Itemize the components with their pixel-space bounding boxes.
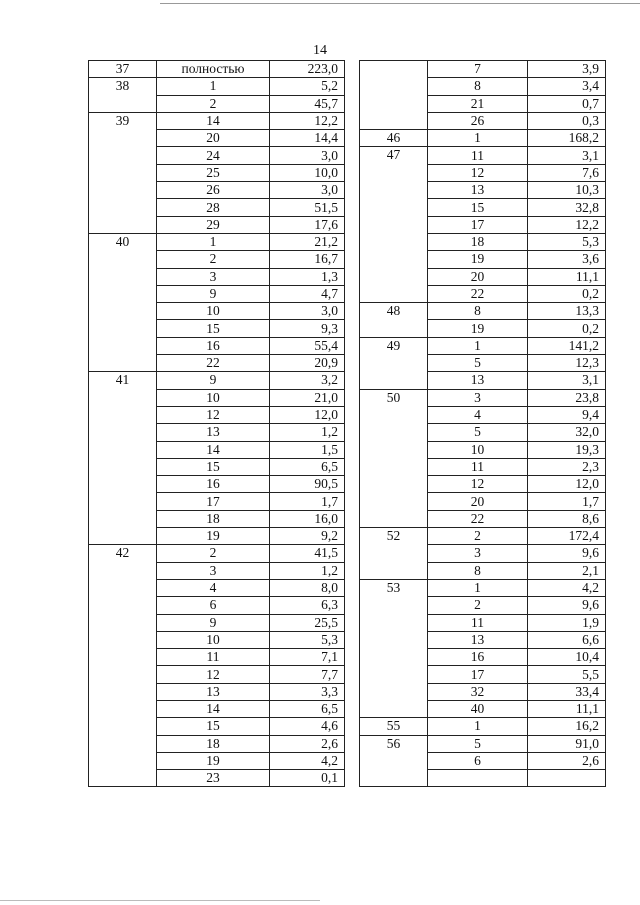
item-number-cell: 13 — [428, 182, 528, 199]
item-number-cell: 22 — [428, 510, 528, 527]
value-cell: 3,6 — [528, 251, 606, 268]
group-number-cell: 50 — [360, 389, 428, 527]
item-number-cell: 3 — [157, 562, 270, 579]
item-number-cell: 20 — [428, 268, 528, 285]
value-cell: 12,3 — [528, 355, 606, 372]
value-cell: 5,3 — [270, 631, 345, 648]
value-cell: 3,2 — [270, 372, 345, 389]
item-number-cell: 22 — [428, 285, 528, 302]
value-cell: 1,2 — [270, 562, 345, 579]
value-cell: 3,0 — [270, 182, 345, 199]
value-cell: 0,2 — [528, 320, 606, 337]
value-cell: 12,2 — [528, 216, 606, 233]
group-number-cell: 48 — [360, 303, 428, 338]
value-cell: 41,5 — [270, 545, 345, 562]
item-number-cell: 12 — [428, 476, 528, 493]
item-number-cell: 7 — [428, 61, 528, 78]
item-number-cell: 2 — [428, 597, 528, 614]
item-number-cell: 19 — [428, 251, 528, 268]
value-cell: 2,6 — [270, 735, 345, 752]
item-number-cell: 8 — [428, 562, 528, 579]
value-cell: 5,5 — [528, 666, 606, 683]
item-number-cell: 16 — [157, 337, 270, 354]
table-row — [360, 718, 606, 735]
value-cell: 168,2 — [528, 130, 606, 147]
item-number-cell: 15 — [428, 199, 528, 216]
item-number-cell: 29 — [157, 216, 270, 233]
value-cell: 4,2 — [528, 579, 606, 596]
value-cell: 3,1 — [528, 147, 606, 164]
value-cell: 25,5 — [270, 614, 345, 631]
group-number-cell: 55 — [360, 718, 428, 735]
item-number-cell: 15 — [157, 458, 270, 475]
item-number-cell: 12 — [157, 666, 270, 683]
value-cell: 21,2 — [270, 233, 345, 250]
value-cell: 5,3 — [528, 233, 606, 250]
table-row — [360, 130, 606, 147]
item-number-cell: 16 — [157, 476, 270, 493]
item-number-cell: полностью — [157, 61, 270, 78]
value-cell — [528, 770, 606, 787]
table-row — [360, 147, 606, 164]
item-number-cell: 12 — [428, 164, 528, 181]
value-cell: 12,0 — [528, 476, 606, 493]
value-cell: 9,6 — [528, 597, 606, 614]
item-number-cell: 1 — [428, 337, 528, 354]
value-cell: 8,6 — [528, 510, 606, 527]
item-number-cell: 25 — [157, 164, 270, 181]
value-cell: 172,4 — [528, 528, 606, 545]
group-number-cell: 46 — [360, 130, 428, 147]
value-cell: 1,9 — [528, 614, 606, 631]
item-number-cell: 20 — [157, 130, 270, 147]
item-number-cell: 5 — [428, 735, 528, 752]
value-cell: 90,5 — [270, 476, 345, 493]
value-cell: 6,5 — [270, 700, 345, 717]
group-number-cell: 39 — [89, 112, 157, 233]
item-number-cell: 8 — [428, 303, 528, 320]
value-cell: 91,0 — [528, 735, 606, 752]
value-cell: 6,3 — [270, 597, 345, 614]
item-number-cell: 17 — [157, 493, 270, 510]
item-number-cell: 2 — [428, 528, 528, 545]
value-cell: 2,3 — [528, 458, 606, 475]
value-cell: 4,2 — [270, 752, 345, 769]
item-number-cell: 1 — [157, 233, 270, 250]
item-number-cell: 11 — [428, 614, 528, 631]
value-cell: 16,7 — [270, 251, 345, 268]
value-cell: 9,6 — [528, 545, 606, 562]
group-number-cell: 40 — [89, 233, 157, 371]
value-cell: 12,2 — [270, 112, 345, 129]
item-number-cell: 19 — [428, 320, 528, 337]
item-number-cell: 11 — [157, 649, 270, 666]
item-number-cell: 4 — [428, 406, 528, 423]
item-number-cell: 6 — [428, 752, 528, 769]
item-number-cell: 12 — [157, 406, 270, 423]
value-cell: 7,1 — [270, 649, 345, 666]
value-cell: 2,6 — [528, 752, 606, 769]
item-number-cell: 10 — [157, 631, 270, 648]
table-row — [360, 61, 606, 78]
item-number-cell: 20 — [428, 493, 528, 510]
value-cell: 8,0 — [270, 579, 345, 596]
item-number-cell: 1 — [157, 78, 270, 95]
item-number-cell — [428, 770, 528, 787]
value-cell: 0,7 — [528, 95, 606, 112]
item-number-cell: 14 — [157, 441, 270, 458]
group-number-cell: 41 — [89, 372, 157, 545]
item-number-cell: 15 — [157, 718, 270, 735]
item-number-cell: 19 — [157, 528, 270, 545]
group-number-cell: 52 — [360, 528, 428, 580]
value-cell: 0,2 — [528, 285, 606, 302]
item-number-cell: 8 — [428, 78, 528, 95]
item-number-cell: 22 — [157, 355, 270, 372]
group-number-cell: 56 — [360, 735, 428, 787]
item-number-cell: 13 — [428, 372, 528, 389]
value-cell: 51,5 — [270, 199, 345, 216]
value-cell: 2,1 — [528, 562, 606, 579]
value-cell: 1,5 — [270, 441, 345, 458]
item-number-cell: 21 — [428, 95, 528, 112]
table-row — [360, 389, 606, 406]
item-number-cell: 3 — [428, 545, 528, 562]
item-number-cell: 11 — [428, 147, 528, 164]
value-cell: 3,4 — [528, 78, 606, 95]
value-cell: 23,8 — [528, 389, 606, 406]
value-cell: 11,1 — [528, 700, 606, 717]
item-number-cell: 3 — [157, 268, 270, 285]
value-cell: 3,0 — [270, 303, 345, 320]
value-cell: 9,4 — [528, 406, 606, 423]
value-cell: 3,0 — [270, 147, 345, 164]
value-cell: 13,3 — [528, 303, 606, 320]
scan-edge-line — [160, 3, 640, 4]
value-cell: 0,3 — [528, 112, 606, 129]
value-cell: 11,1 — [528, 268, 606, 285]
value-cell: 7,7 — [270, 666, 345, 683]
item-number-cell: 1 — [428, 718, 528, 735]
value-cell: 45,7 — [270, 95, 345, 112]
item-number-cell: 2 — [157, 545, 270, 562]
value-cell: 5,2 — [270, 78, 345, 95]
value-cell: 32,8 — [528, 199, 606, 216]
item-number-cell: 2 — [157, 95, 270, 112]
value-cell: 1,7 — [528, 493, 606, 510]
group-number-cell: 49 — [360, 337, 428, 389]
value-cell: 12,0 — [270, 406, 345, 423]
item-number-cell: 2 — [157, 251, 270, 268]
item-number-cell: 10 — [157, 303, 270, 320]
item-number-cell: 40 — [428, 700, 528, 717]
value-cell: 3,1 — [528, 372, 606, 389]
item-number-cell: 24 — [157, 147, 270, 164]
item-number-cell: 10 — [157, 389, 270, 406]
value-cell: 0,1 — [270, 770, 345, 787]
item-number-cell: 10 — [428, 441, 528, 458]
item-number-cell: 6 — [157, 597, 270, 614]
value-cell: 7,6 — [528, 164, 606, 181]
item-number-cell: 14 — [157, 112, 270, 129]
group-number-cell: 53 — [360, 579, 428, 717]
item-number-cell: 18 — [428, 233, 528, 250]
value-cell: 33,4 — [528, 683, 606, 700]
item-number-cell: 5 — [428, 424, 528, 441]
item-number-cell: 23 — [157, 770, 270, 787]
table-row — [360, 528, 606, 545]
left-data-table — [88, 60, 345, 787]
page-number: 14 — [313, 43, 327, 58]
value-cell: 10,0 — [270, 164, 345, 181]
item-number-cell: 18 — [157, 735, 270, 752]
value-cell: 16,0 — [270, 510, 345, 527]
item-number-cell: 26 — [157, 182, 270, 199]
value-cell: 55,4 — [270, 337, 345, 354]
right-data-table — [359, 60, 606, 787]
item-number-cell: 11 — [428, 458, 528, 475]
table-row — [89, 233, 345, 250]
value-cell: 4,7 — [270, 285, 345, 302]
value-cell: 1,2 — [270, 424, 345, 441]
value-cell: 9,3 — [270, 320, 345, 337]
table-row — [89, 112, 345, 129]
group-number-cell: 38 — [89, 78, 157, 113]
value-cell: 1,7 — [270, 493, 345, 510]
item-number-cell: 16 — [428, 649, 528, 666]
value-cell: 19,3 — [528, 441, 606, 458]
item-number-cell: 9 — [157, 372, 270, 389]
item-number-cell: 26 — [428, 112, 528, 129]
table-row — [360, 337, 606, 354]
value-cell: 223,0 — [270, 61, 345, 78]
item-number-cell: 13 — [428, 631, 528, 648]
value-cell: 17,6 — [270, 216, 345, 233]
table-row — [89, 545, 345, 562]
value-cell: 10,3 — [528, 182, 606, 199]
value-cell: 16,2 — [528, 718, 606, 735]
value-cell: 14,4 — [270, 130, 345, 147]
value-cell: 9,2 — [270, 528, 345, 545]
item-number-cell: 1 — [428, 130, 528, 147]
table-row — [89, 78, 345, 95]
item-number-cell: 28 — [157, 199, 270, 216]
value-cell: 141,2 — [528, 337, 606, 354]
value-cell: 4,6 — [270, 718, 345, 735]
item-number-cell: 17 — [428, 666, 528, 683]
item-number-cell: 9 — [157, 285, 270, 302]
value-cell: 20,9 — [270, 355, 345, 372]
table-row — [360, 735, 606, 752]
value-cell: 3,3 — [270, 683, 345, 700]
item-number-cell: 13 — [157, 683, 270, 700]
item-number-cell: 5 — [428, 355, 528, 372]
value-cell: 1,3 — [270, 268, 345, 285]
value-cell: 32,0 — [528, 424, 606, 441]
item-number-cell: 14 — [157, 700, 270, 717]
value-cell: 6,5 — [270, 458, 345, 475]
item-number-cell: 1 — [428, 579, 528, 596]
group-number-cell: 42 — [89, 545, 157, 787]
item-number-cell: 17 — [428, 216, 528, 233]
item-number-cell: 19 — [157, 752, 270, 769]
value-cell: 21,0 — [270, 389, 345, 406]
value-cell: 3,9 — [528, 61, 606, 78]
group-number-cell — [360, 61, 428, 130]
value-cell: 6,6 — [528, 631, 606, 648]
scan-edge-line-bottom — [0, 900, 320, 901]
item-number-cell: 4 — [157, 579, 270, 596]
group-number-cell: 47 — [360, 147, 428, 303]
table-row — [89, 61, 345, 78]
item-number-cell: 15 — [157, 320, 270, 337]
table-row — [360, 303, 606, 320]
table-row — [89, 372, 345, 389]
item-number-cell: 18 — [157, 510, 270, 527]
item-number-cell: 13 — [157, 424, 270, 441]
table-row — [360, 579, 606, 596]
value-cell: 10,4 — [528, 649, 606, 666]
group-number-cell: 37 — [89, 61, 157, 78]
item-number-cell: 3 — [428, 389, 528, 406]
item-number-cell: 9 — [157, 614, 270, 631]
item-number-cell: 32 — [428, 683, 528, 700]
